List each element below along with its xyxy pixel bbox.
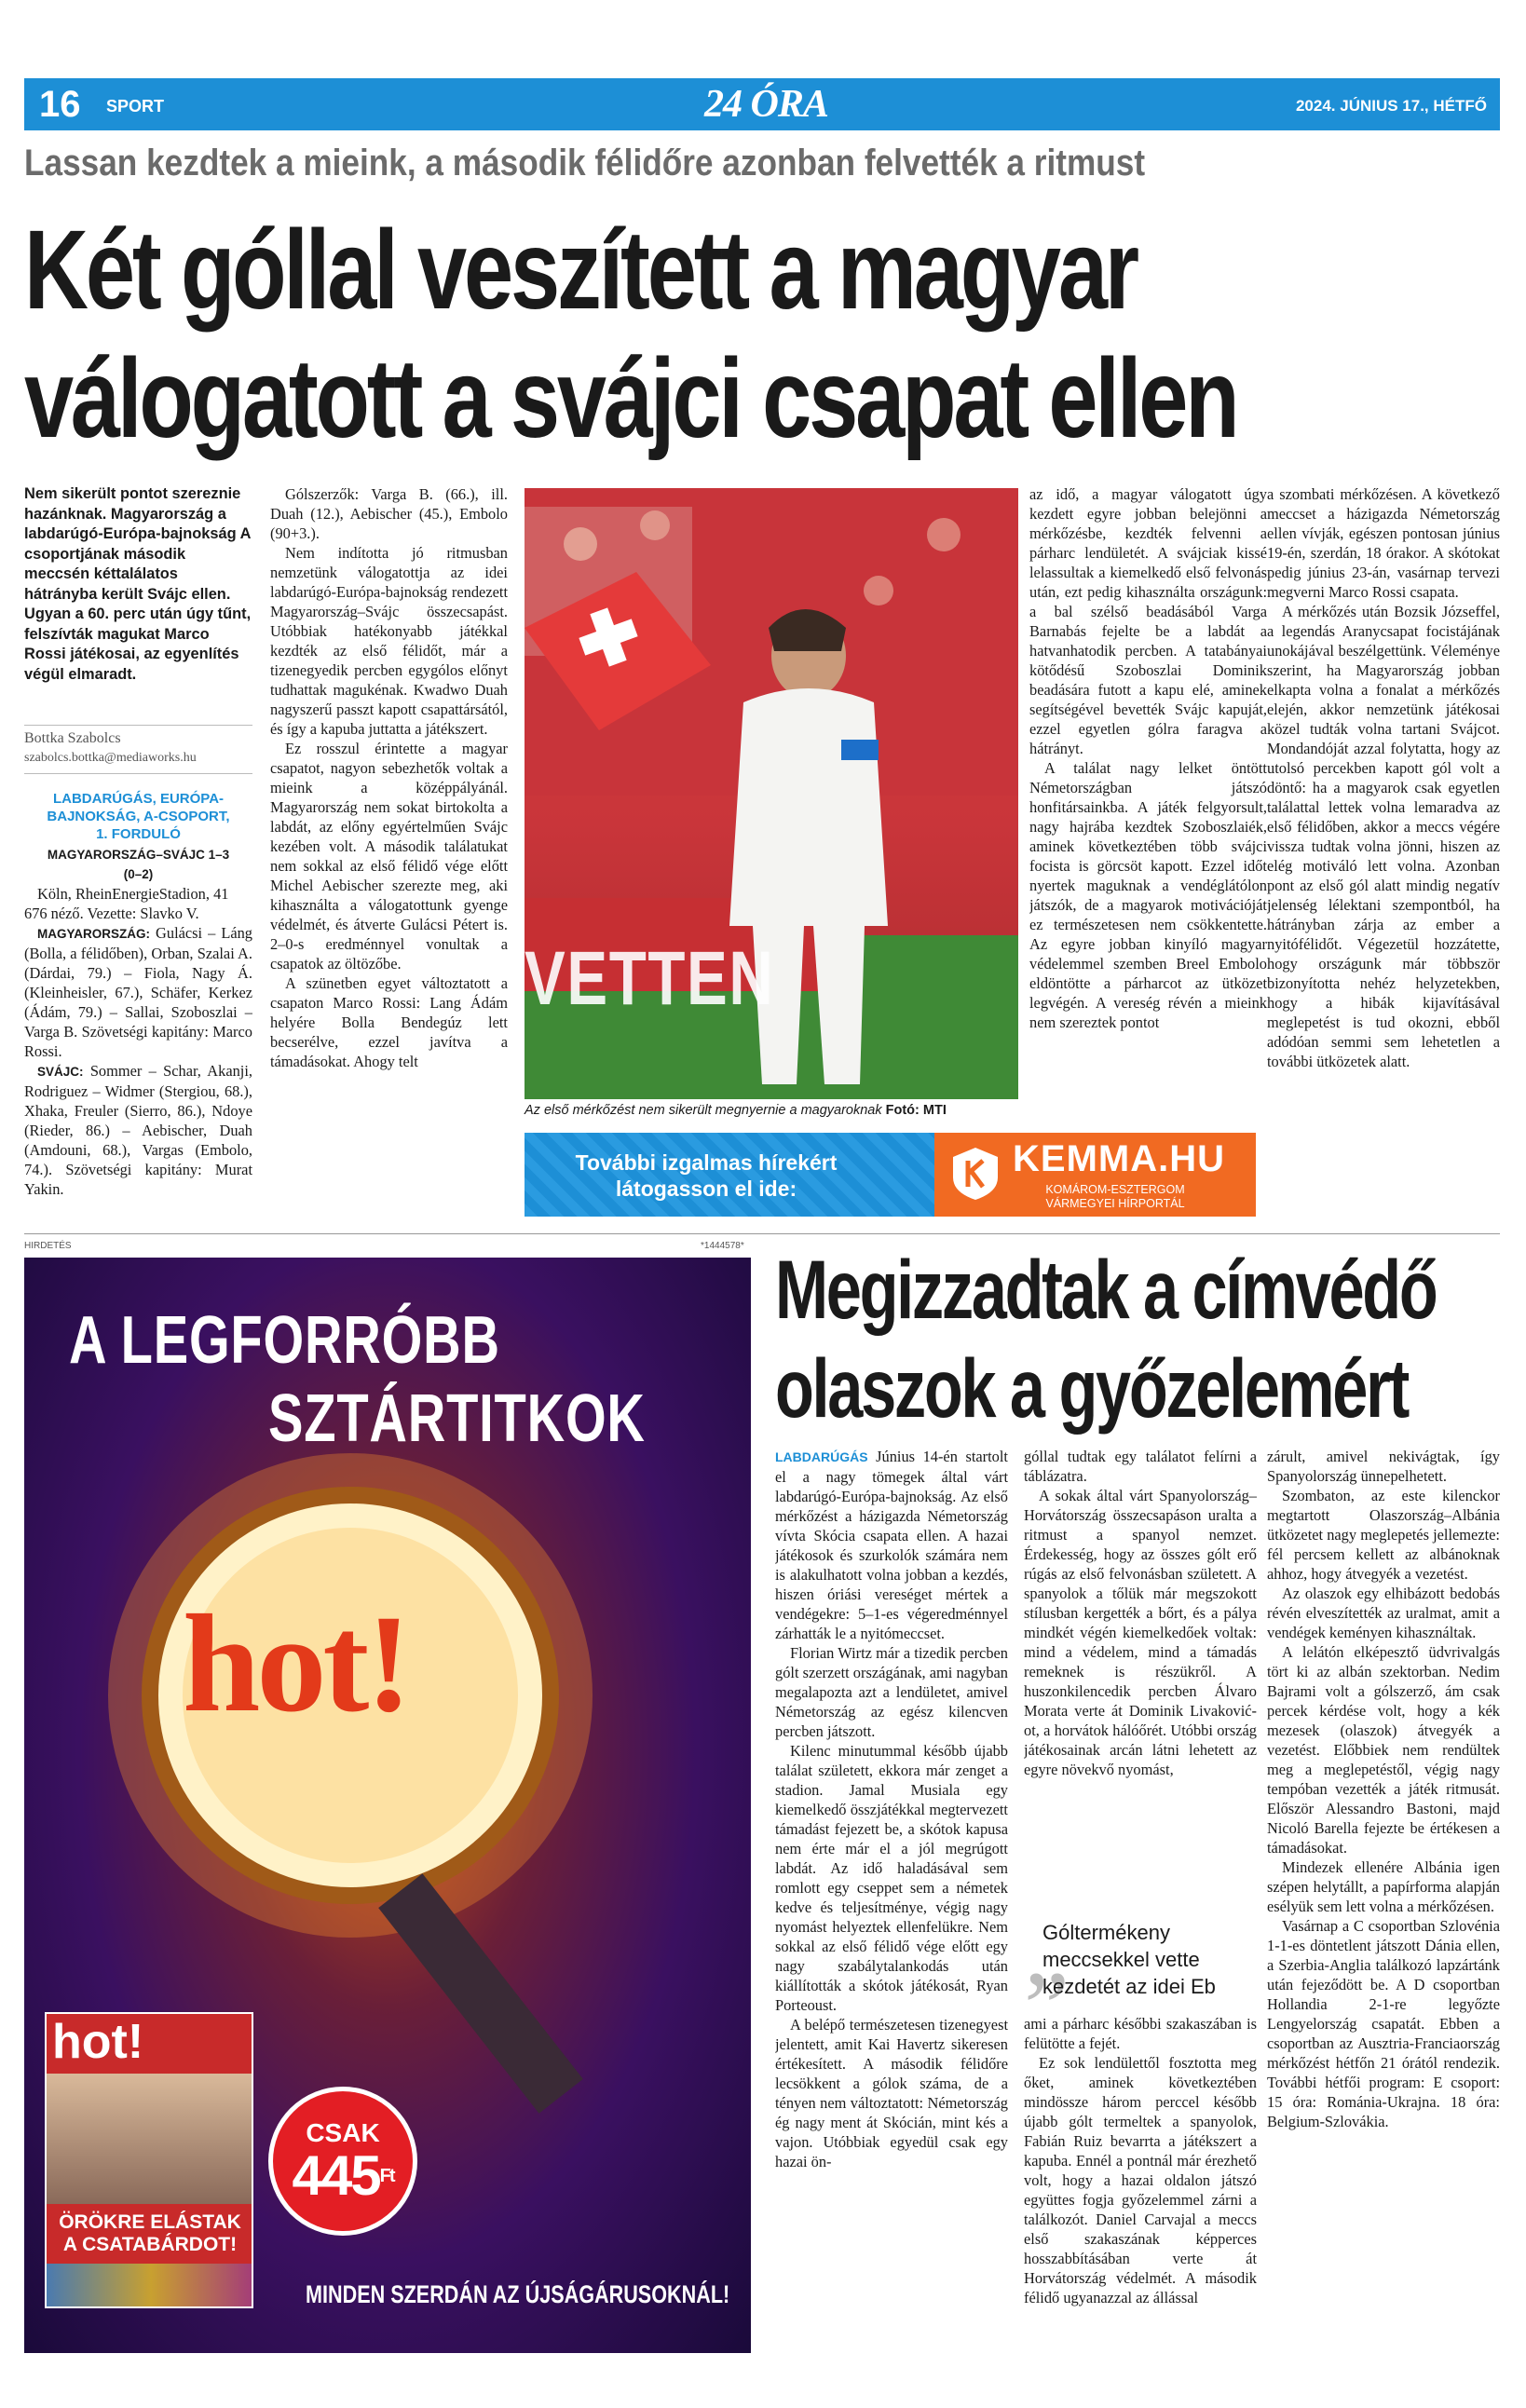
match-infobox (24, 790, 252, 1228)
photo-credit: Fotó: MTI (885, 1103, 947, 1118)
halftime-score: (0–2) (123, 867, 154, 881)
page-number: 16 (39, 84, 81, 125)
match-venue: Köln, RheinEnergieStadion, 41 676 néző. Vezette: Slavko V. (24, 885, 229, 922)
hungary-lineup: Gulácsi – Láng (Bolla, a félidőben), Orban, Szalai A. (Dárdai, 79.) – Fiola, Nagy Á. (Kleinheisler, 67.), Schäfer, Kerkez (Ádám, 79.) – Sallai, Szoboszlai – Varga B. Szövetségi kapitány: Marco Rossi. (24, 924, 252, 1060)
newspaper-logo: 24 ÓRA (704, 83, 828, 126)
price-badge (268, 2087, 417, 2236)
paragraph: Nem indította jó ritmusban nemzetünk válogatottja az idei labdarúgó-Európa-bajnokság rendezett Magyarország–Svájc összecsapást. Utóbbiak hatékonyabb játékkal kezdték az első félidőt, már a tizenegyedik percben egygólos előnyt tudhattak magukénak. Kwadwo Duah nagyszerű passzt kapott csapattársától, és így a kapuba juttatta a játékszert. (270, 544, 508, 738)
second-headline-line-2: olaszok a győzelemért (775, 1341, 1408, 1435)
quote-mark-icon: „ (1024, 1893, 1070, 2007)
switzerland-label: SVÁJC: (37, 1065, 84, 1079)
article-lead: Nem sikerült pontot szereznie hazánknak. Magyarország a labdarúgó-Európa-bajnokság A csoportjának második meccsén kéttalálatos hátrányba került Svájc ellen. Ugyan a 60. perc után úgy tűnt, felszívták magukat Marco Rossi játékosai, az egyenlítés végül elmaradt. (24, 485, 252, 683)
paragraph: A találat nagy lelket öntött Németországban játszó honfitársainkba. A játék felgyorsult, nagy hajrába kezdtek Szoboszlaiék, aminek következtében több svájci focista is görcsöt kapott. Ezzel időt nyertek maguknak a vendéglátólon játszók, de a magyarok motivációját ez természetesen nem csökkentette. Az egyre jobban kinyíló magyar védelemmel szemben Breel Embolo eldöntötte a párharcot az ütközet legvégén. A vereség révén a mieink nem szereztek pontot (1029, 759, 1267, 1031)
price-label: CSAK (306, 2118, 380, 2147)
second-kicker: LABDARÚGÁS (775, 1449, 868, 1464)
issue-date: 2024. JÚNIUS 17., HÉTFŐ (1295, 97, 1487, 115)
paragraph: Ez rosszul érintette a magyar csapatot, nagyon sebezhetők voltak a mieink a középpályánál. Magyarország nem sokat birtokolta a labdát, az előny egyértelműen Svájc kezében volt. A második találatukat nem sokkal az első félidő vége előtt Michel Aebischer szerezte meg, aki kihasználta a válogatottunk gyenge védelmét, és átverte Gulácsi Pétert is. 2–0-s eredménnyel vonultak a csapatok az öltözőbe. (270, 740, 508, 973)
second-article-column-2-bottom (1024, 2014, 1257, 2360)
article-column-4 (1267, 484, 1500, 1220)
main-photo (525, 488, 1018, 1099)
ad-label: HIRDETÉS (24, 1241, 72, 1251)
infobox-category: LABDARÚGÁS, EURÓPA-BAJNOKSÁG, A-CSOPORT, 1. FORDULÓ (47, 791, 230, 842)
ad-headline-2: SZTÁRTITKOK (268, 1381, 646, 1456)
paragraph: góllal tudtak egy találatot felírni a táblázatra. (1024, 1448, 1257, 1485)
price-value: 445 (292, 2144, 380, 2207)
paragraph: A lelátón elképesztő üdvrivalgás tört ki az albán szektorban. Nedim Bajrami volt a gólszerző, ám csak percek kérdése volt, hogy a kék mezesek (olaszok) átvegyék a vezetést. Előbbiek nem rendültek meg a meglepetéstől, végig nagy tempóban vezették a játék ritmusát. Először Alessandro Bastoni, majd Nicoló Barella fejezte be értékesen a támadásokat. (1267, 1643, 1500, 1857)
article-column-3 (1029, 484, 1267, 1127)
switzerland-lineup: Sommer – Schar, Akanji, Rodriguez – Widmer (Stergiou, 68.), Xhaka, Freuler (Sierro, 86.), Ndoye (Rieder, 86.) – Aebischer, Duah (Amdouni, 68.), Vargas (Embolo, 74.). Szövetségi kapitány: Murat Yakin. (24, 1062, 252, 1198)
cover-title: hot! (52, 2015, 144, 2069)
article-overline: Lassan kezdtek a mieink, a második félidőre azonban felvették a ritmust (24, 143, 1146, 184)
pull-quote-text: Gólterm​ékeny meccsekkel vette kezdetét az idei Eb (1042, 1921, 1216, 1998)
author-name: Bottka Szabolcs (24, 730, 121, 746)
paragraph: Június 14-én startolt el a nagy tömegek által várt labdarúgó-Európa-bajnokság. Az első mérkőzést a házigazda Németország vívta Skócia csapata ellen. A hazai játékosok és szurkolók számára nem is alakulhatott volna jobban a kezdés, hiszen óriási vereséget mértek a vendégekre: 5–1-es végeredménnyel zárhatták le a nyitómeccset. (775, 1448, 1008, 1642)
article-column-2 (270, 484, 508, 1220)
stadium-banner-text: VETTEN (525, 936, 775, 1021)
second-article-column-3 (1267, 1447, 1500, 2360)
promo-banner[interactable] (525, 1133, 1256, 1217)
ad-code: *1444578* (701, 1241, 744, 1251)
section-divider (24, 1233, 1500, 1234)
paragraph: ami a párharc későbbi szakaszában is felütötte a fejét. (1024, 2015, 1257, 2052)
headline-line-1: Két góllal veszített a magyar (24, 206, 1137, 333)
ad-footer: MINDEN SZERDÁN AZ ÚJSÁGÁRUSOKNÁL! (306, 2280, 730, 2308)
kemma-logo-icon (951, 1146, 1000, 1202)
paragraph: Az olaszok egy elhibázott bedobás révén elveszítették az uralmat, amit a vendégek keményen kihasználtak. (1267, 1585, 1500, 1641)
cover-strip (47, 2264, 253, 2308)
paragraph: A mérkőzés után Bozsik Józseffel, a legendás Aranycsapat focistájának unokájával beszélgettünk. Véleménye szerint, ha Magyarország jobban elkapta volna a fonalat a mérkőzés elején, akkor nemzetünk játékosai közel tudták volna tartani Svájcot. Mondandóját azzal folytatta, hogy az utolsó percekben kapott gól volt a döntő: ha a magyarok csak egyetlen találattal lettek volna lemaradva az első félidőben, akkor a meccs végére vissza tudtak volna jönni, hiszen az elég motiváló lett volna. Azonban pont az első gól alatt mindig negatív jelenség lélektani szempontból, ha hátrányban zárja az ember a nyitófélidőt. Végezetül hozzátette, hogy országunk már többször bizonyította nehéz helyzetekben, hogy a hibák kijavításával meglepetést is tud okozni, ebből adódóan semmi sem lehetetlen a további ütközetek alatt. (1267, 603, 1500, 1070)
paragraph: az idő, a magyar válogatott úgy kezdett egyre jobban belejönni a mérkőzésbe, kezdték felvenni a párharc lendületét. A svájciak kissé lelassultak a kiemelkedő első felvonás után, ezt pedig kihasználta országunk: a bal szélső beadásából Varga Barnabás fejelte be a labdát a hatvanhatodik percben. A tatabányai kötődésű Szoboszlai Dominik beadására futott a kapu elé, aminek segítségével bevették Svájc kapuját, ezzel egyetlen gólra faragva a hátrányt. (1029, 485, 1267, 757)
second-headline-line-1: Megizzadtak a címvédő (775, 1243, 1437, 1336)
paragraph: A sokak által várt Spanyolország–Horvátország összecsapáson uralta a ritmust a spanyol nemzet. Érdekesség, hogy az összes gólt erő rúgás az első felvonásban született. A spanyolok a tőlük már megszokott stílusban kergették a bőrt, és a pálya mindkét végén kiemelkedőek voltak: mind a védelem, mind a támadás remeknek is részükről. A huszonkilencedik percben Álvaro Morata verte át Dominik Livaković-ot, a horvátok hálóőrét. Utóbbi ország játékosainak arcán látni lehetett az egyre növekvő nyomást, (1024, 1487, 1257, 1778)
promo-subtitle: KOMÁROM-ESZTERGOM VÁRMEGYEI HÍRPORTÁL (1045, 1183, 1185, 1210)
paragraph: Szombaton, az este kilenckor megtartott Olaszország–Albánia ütközetet nagy meglepetés jellemezte: fél percsem kellett az albánoknak ahhoz, hogy átvegyék a vezetést. (1267, 1487, 1500, 1583)
magazine-cover (45, 2012, 253, 2308)
promo-site: KEMMA.HU (1013, 1138, 1225, 1179)
paragraph: a szombati mérkőzésen. A következő meccset a házigazda Németország ellen vívják, egészen pontosan június 19-én, szerdán, 18 órakor. A skótokat pedig június 23-án, vasárnap tervezi megverni Marco Rossi csapata. (1267, 485, 1500, 601)
paragraph: Kilenc minutummal később újabb találat született, ekkora már zenget a stadion. Jamal Musiala egy kiemelkedő összjátékkal megtervezett támadást fejezett be, a skótok kapusa nem érte már el a jól megrúgott labdát. Az idő haladásával sem romlott egy cseppet sem a németek kedve és teljesítménye, végig nagy nyomást helyeztek ellenfelükre. Nem sokkal az első félidő vége előtt egy nagy szabálytalankodás után kiállították a skótok játékosát, Ryan Porteoust. (775, 1742, 1008, 2014)
section-label: SPORT (106, 97, 165, 116)
ad-headline-1: A LEGFORRÓBB (69, 1303, 500, 1378)
cover-headline: ÖRÖKRE ELÁSTAK A CSATABÁRDOT! (59, 2211, 241, 2255)
scorers: Gólszerzők: Varga B. (66.), ill. Duah (12.), Aebischer (45.), Embolo (90+3.). (270, 485, 508, 542)
second-article-column-1 (775, 1447, 1008, 2360)
headline-line-2: válogatott a svájci csapat ellen (24, 334, 1237, 461)
paragraph: zárult, amivel nekivágtak, így Spanyolország ünnepelhetett. (1267, 1448, 1500, 1485)
paragraph: A belépő természetesen tizenegyest jelentett, amit Kai Havertz sikeresen értékesített. A második félidőre lecsökkent a gólok száma, de a tényen nem változtatott: Németország ég nagy ment át Skócián, mint kés a vajon. Utóbbiak egyedül csak egy hazai ön- (775, 2016, 1008, 2170)
ad-brand: hot! (183, 1586, 409, 1741)
hungary-label: MAGYARORSZÁG: (37, 927, 151, 941)
paragraph: Vasárnap a C csoportban Szlovénia 1-1-es döntetlent játszott Dánia ellen, a Szerbia-Anglia találkozó lapzártánk után fejeződött be. A D csoportban Hollandia 2-1-re legyőzte Lengyelország csapatát. Ebben a csoportban az Ausztria-Franciaország mérkőzést hétfőn 21 órától rendezik. További hétfői program: E csoport: 15 óra: Románia-Ukrajna. 18 óra: Belgium-Szlovákia. (1267, 1917, 1500, 2130)
promo-text: További izgalmas hírekért látogasson el ide: (575, 1150, 838, 1201)
page-header-bar (24, 78, 1500, 130)
second-article-column-2-top (1024, 1447, 1257, 1903)
cover-photo (47, 2074, 253, 2204)
hot-magazine-ad[interactable] (24, 1258, 751, 2353)
paragraph: A szünetben egyet változtatott a csapaton Marco Rossi: Lang Ádám helyére Bolla Bendegúz lett becserélve, ezzel javítva a támadásokat. Ahogy telt (270, 974, 508, 1070)
photo-caption: Az első mérkőzést nem sikerült megnyernie a magyaroknak (525, 1103, 882, 1118)
photo-caption-line (525, 1103, 947, 1118)
divider (24, 773, 252, 774)
paragraph: Mindezek ellenére Albánia igen szépen helytállt, a papírforma alapján esélyük sem lett volna a mérkőzésen. (1267, 1858, 1500, 1915)
match-result: MAGYARORSZÁG–SVÁJC 1–3 (47, 848, 230, 862)
price-currency: Ft (379, 2166, 394, 2186)
divider (24, 725, 252, 726)
promo-logo-box (934, 1133, 1256, 1217)
pull-quote (1024, 1893, 1257, 2012)
paragraph: Ez sok lendülettől fosztotta meg őket, aminek következtében mindössze három perccel később újabb gólt termeltek a spanyolok, Fabián Ruiz bevarrta a játékszert a kapuba. Ennél a pontnál már érezhető volt, hogy a hazai oldalon játszó együttes fogja győzelemmel zárni a találkozót. Daniel Carvajal a meccs első szakaszának képperces hosszabbításában verte át Horvátország védelmét. A második félidő ugyanazzal az állással (1024, 2054, 1257, 2306)
paragraph: Florian Wirtz már a tizedik percben gólt szerzett országának, ami nagyban megalapozta azt a lendületet, amivel Németország az egész kilencven percben játszott. (775, 1644, 1008, 1740)
author-email[interactable]: szabolcs.bottka@mediaworks.hu (24, 751, 197, 765)
